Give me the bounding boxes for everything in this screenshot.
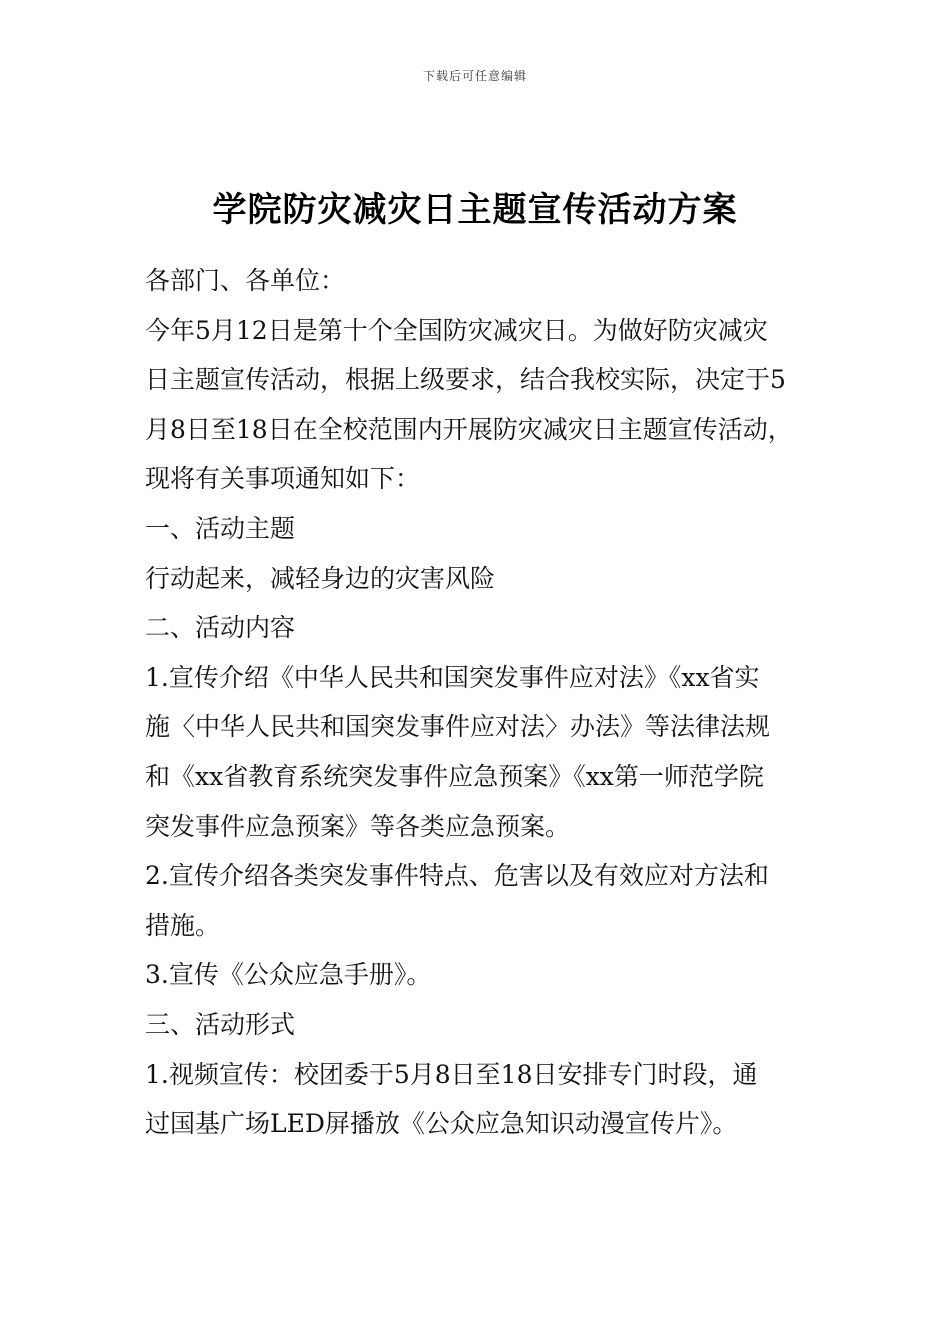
list-item-line: 3.宣传《公众应急手册》。 (145, 960, 432, 990)
document-title: 学院防灾减灾日主题宣传活动方案 (212, 190, 738, 230)
header-note: 下载后可任意编辑 (422, 69, 527, 83)
list-item-line: 施〈中华人民共和国突发事件应对法〉办法》等法律法规 (145, 712, 771, 742)
list-item-line: 2.宣传介绍各类突发事件特点、危害以及有效应对方法和 (145, 861, 769, 891)
list-item-line: 措施。 (145, 910, 221, 940)
list-item-line: 1.视频宣传：校团委于5月8日至18日安排专门时段，通 (145, 1059, 758, 1089)
section-heading-format: 三、活动形式 (145, 1009, 296, 1039)
list-item-line: 1.宣传介绍《中华人民共和国突发事件应对法》《xx省实 (145, 662, 760, 692)
section-heading-content: 二、活动内容 (145, 613, 296, 643)
paragraph-line: 今年5月12日是第十个全国防灾减灾日。为做好防灾减灾 (145, 315, 768, 345)
section-heading-theme: 一、活动主题 (145, 513, 296, 543)
list-item-line: 和《xx省教育系统突发事件应急预案》《xx第一师范学院 (145, 761, 764, 791)
salutation: 各部门、各单位： (145, 266, 346, 295)
paragraph-line: 现将有关事项通知如下： (145, 464, 421, 494)
paragraph-line: 日主题宣传活动，根据上级要求，结合我校实际，决定于5 (145, 365, 786, 395)
document-body (145, 256, 810, 1149)
theme-text: 行动起来，减轻身边的灾害风险 (145, 563, 496, 593)
list-item-line: 突发事件应急预案》等各类应急预案。 (145, 811, 571, 841)
list-item-line: 过国基广场LED屏播放《公众应急知识动漫宣传片》。 (145, 1109, 738, 1139)
paragraph-line: 月8日至18日在全校范围内开展防灾减灾日主题宣传活动， (145, 414, 793, 444)
